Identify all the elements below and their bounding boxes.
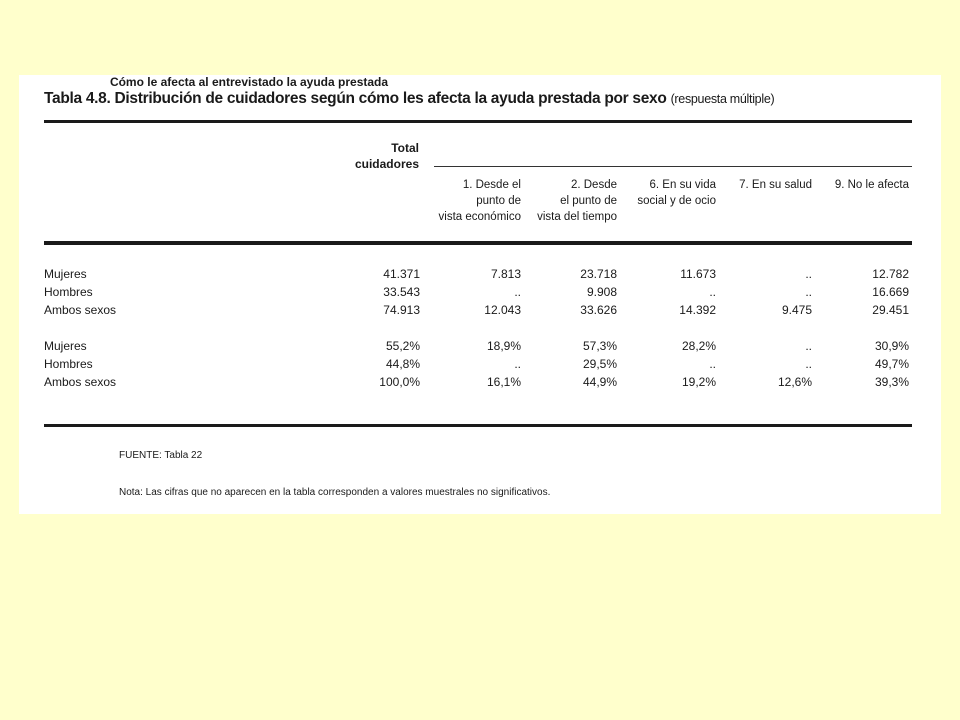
column-header-1-line-3: vista económico bbox=[438, 211, 521, 223]
column-header-2-line-3: vista del tiempo bbox=[537, 211, 617, 223]
absolute-cell: 33.626 bbox=[580, 303, 617, 317]
absolute-row-label: Hombres bbox=[44, 285, 93, 299]
document-sheet bbox=[19, 75, 941, 514]
table-title-suffix: (respuesta múltiple) bbox=[670, 92, 775, 106]
percent-row-label: Ambos sexos bbox=[44, 375, 117, 389]
absolute-cell: 33.543 bbox=[383, 285, 420, 299]
percent-cell: 39,3% bbox=[874, 375, 909, 389]
percent-cell: 30,9% bbox=[874, 339, 909, 353]
header-total bbox=[324, 140, 419, 172]
header-bottom-rule bbox=[44, 241, 912, 245]
column-header-3-line-2: social y de ocio bbox=[637, 195, 716, 207]
percent-cell: 16,1% bbox=[486, 375, 521, 389]
absolute-cell: .. bbox=[805, 285, 812, 299]
bottom-rule bbox=[44, 424, 912, 427]
absolute-cell: 14.392 bbox=[679, 303, 716, 317]
percent-cell: 49,7% bbox=[874, 357, 909, 371]
header-group: Cómo le afecta al entrevistado la ayuda prestada bbox=[109, 75, 389, 89]
top-rule bbox=[44, 120, 912, 123]
absolute-cell: .. bbox=[514, 285, 521, 299]
column-header-2-line-2: el punto de bbox=[560, 195, 617, 207]
header-total-line-2: cuidadores bbox=[354, 157, 419, 171]
column-header-4-line-1: 7. En su salud bbox=[739, 179, 812, 191]
percent-cell: .. bbox=[514, 357, 521, 371]
percent-cell: 57,3% bbox=[582, 339, 617, 353]
column-header-5 bbox=[799, 177, 909, 193]
percent-cell: 19,2% bbox=[681, 375, 716, 389]
absolute-cell: 23.718 bbox=[580, 267, 617, 281]
column-header-3 bbox=[606, 177, 716, 209]
absolute-cell: 11.673 bbox=[680, 267, 716, 281]
table-title bbox=[44, 90, 774, 108]
percent-row-label: Mujeres bbox=[44, 339, 87, 353]
table-title-main: Tabla 4.8. Distribución de cuidadores según cómo les afecta la ayuda prestada por sexo bbox=[44, 90, 667, 107]
absolute-cell: 41.371 bbox=[383, 267, 420, 281]
percent-cell: 100,0% bbox=[379, 375, 420, 389]
percent-cell: 44,8% bbox=[385, 357, 420, 371]
percent-cell: 44,9% bbox=[582, 375, 617, 389]
absolute-cell: 12.782 bbox=[872, 267, 909, 281]
absolute-cell: 29.451 bbox=[872, 303, 909, 317]
absolute-cell: .. bbox=[709, 285, 716, 299]
column-header-5-line-1: 9. No le afecta bbox=[834, 179, 909, 191]
percent-row-label: Hombres bbox=[44, 357, 93, 371]
percent-cell: .. bbox=[805, 339, 812, 353]
absolute-cell: 12.043 bbox=[484, 303, 521, 317]
column-header-3-line-1: 6. En su vida bbox=[649, 179, 716, 191]
column-header-1-line-1: 1. Desde el bbox=[462, 179, 521, 191]
percent-cell: .. bbox=[709, 357, 716, 371]
percent-cell: .. bbox=[805, 357, 812, 371]
absolute-cell: 16.669 bbox=[872, 285, 909, 299]
percent-cell: 55,2% bbox=[385, 339, 420, 353]
absolute-cell: .. bbox=[805, 267, 812, 281]
absolute-cell: 9.908 bbox=[586, 285, 617, 299]
header-total-line-1: Total bbox=[391, 141, 419, 155]
source-line: FUENTE: Tabla 22 bbox=[119, 450, 203, 461]
absolute-cell: 74.913 bbox=[383, 303, 420, 317]
percent-cell: 28,2% bbox=[681, 339, 716, 353]
column-header-2 bbox=[507, 177, 617, 225]
percent-cell: 29,5% bbox=[582, 357, 617, 371]
percent-cell: 18,9% bbox=[486, 339, 521, 353]
column-header-2-line-1: 2. Desde bbox=[570, 179, 617, 191]
absolute-cell: 7.813 bbox=[490, 267, 521, 281]
column-header-4 bbox=[702, 177, 812, 193]
absolute-row-label: Ambos sexos bbox=[44, 303, 117, 317]
absolute-cell: 9.475 bbox=[781, 303, 812, 317]
group-underline bbox=[434, 166, 912, 167]
absolute-row-label: Mujeres bbox=[44, 267, 87, 281]
percent-cell: 12,6% bbox=[777, 375, 812, 389]
column-header-1 bbox=[411, 177, 521, 225]
column-header-1-line-2: punto de bbox=[476, 195, 521, 207]
footnote: Nota: Las cifras que no aparecen en la tabla corresponden a valores muestrales no significativos. bbox=[119, 487, 551, 498]
